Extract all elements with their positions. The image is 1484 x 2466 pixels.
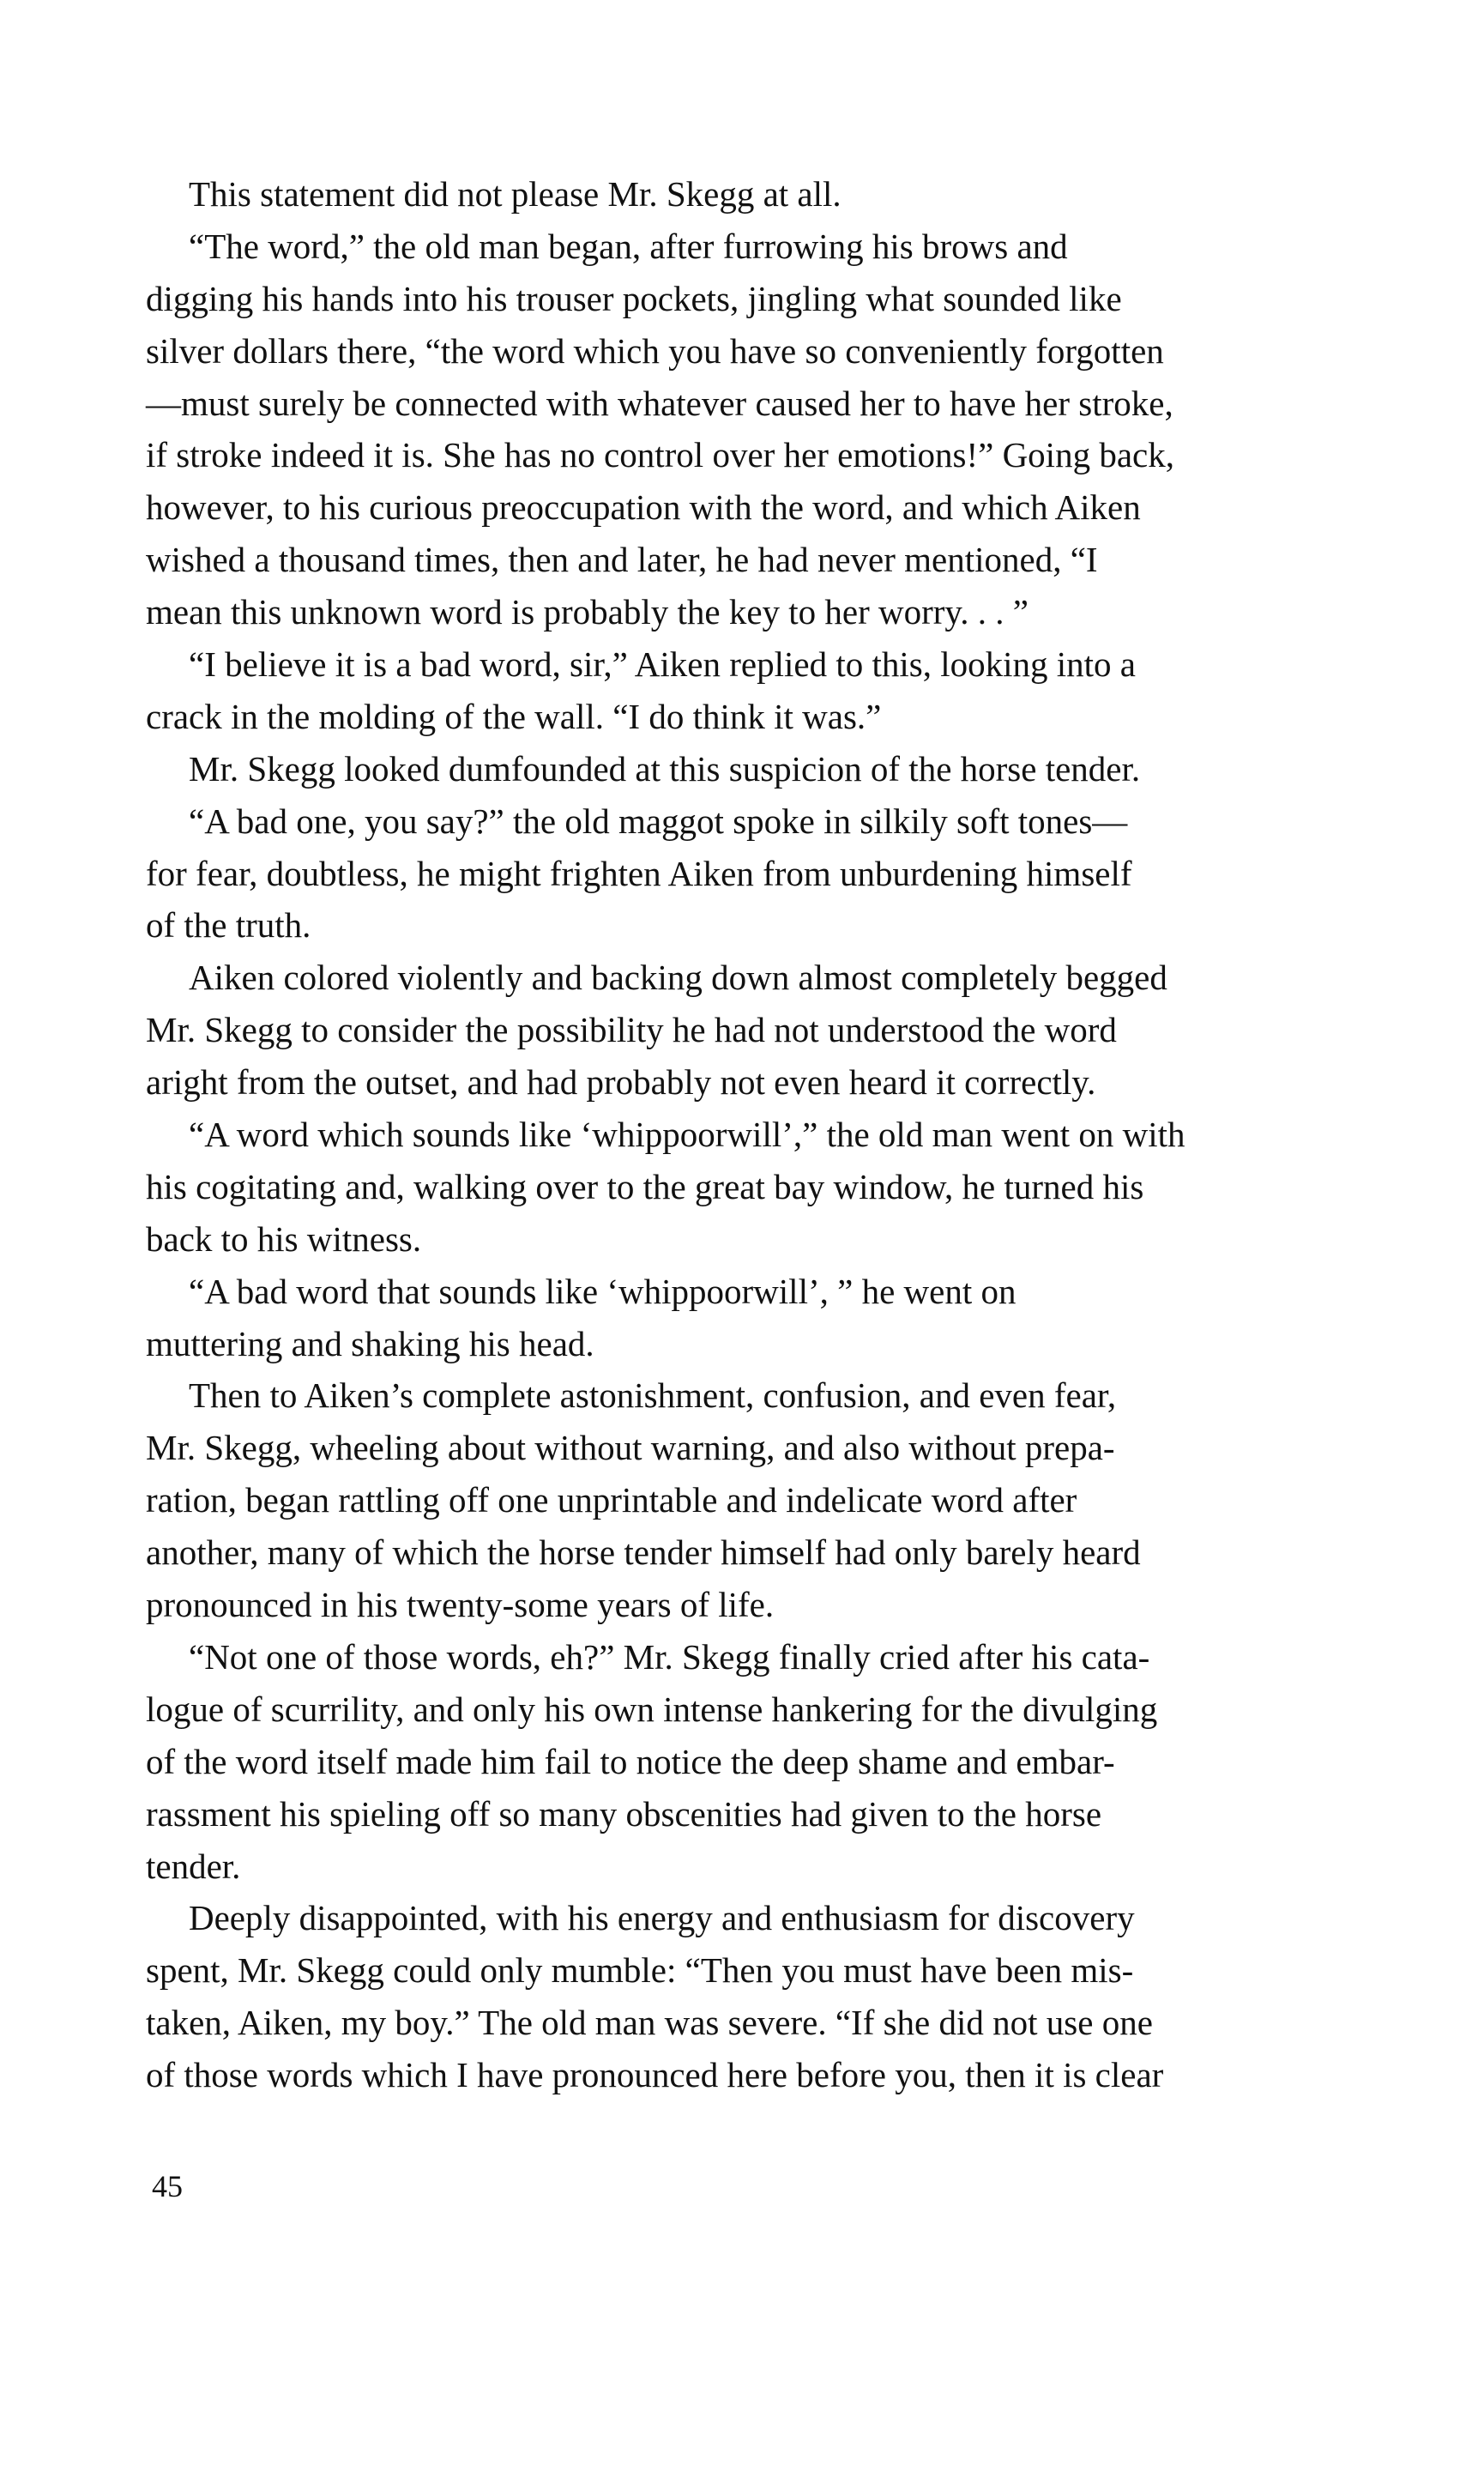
text-line: Aiken colored violently and backing down almost completely begged — [189, 958, 1167, 998]
text-line: his cogitating and, walking over to the great bay window, he turned his — [146, 1166, 1144, 1206]
text-line: “A word which sounds like ‘whippoorwill’,” the old man went on with — [189, 1115, 1185, 1155]
text-line: taken, Aiken, my boy.” The old man was severe. “If she did not use one — [146, 2003, 1153, 2043]
text-line: “I believe it is a bad word, sir,” Aiken replied to this, looking into a — [189, 644, 1136, 685]
text-line: tender. — [146, 1846, 241, 1886]
text-line: digging his hands into his trouser pockets, jingling what sounded like — [146, 278, 1122, 318]
text-line: Mr. Skegg to consider the possibility he had not understood the word — [146, 1010, 1117, 1050]
text-line: of the word itself made him fail to notice the deep shame and embar- — [146, 1741, 1115, 1781]
text-line: silver dollars there, “the word which you have so conveniently forgotten — [146, 330, 1164, 371]
text-line: Deeply disappointed, with his energy and enthusiasm for discovery — [189, 1898, 1135, 1938]
text-line: for fear, doubtless, he might frighten Aiken from unburdening himself — [146, 853, 1132, 893]
body-text — [146, 168, 1333, 2101]
text-line: however, to his curious preoccupation with the word, and which Aiken — [146, 487, 1141, 528]
text-line: “Not one of those words, eh?” Mr. Skegg finally cried after his cata- — [189, 1636, 1150, 1677]
text-line: “A bad word that sounds like ‘whippoorwill’, ” he went on — [189, 1271, 1016, 1311]
text-line: “The word,” the old man began, after furrowing his brows and — [189, 226, 1068, 266]
page-number: 45 — [152, 2169, 183, 2203]
text-line: Then to Aiken’s complete astonishment, confusion, and even fear, — [189, 1375, 1117, 1416]
text-line: aright from the outset, and had probably not even heard it correctly. — [146, 1062, 1096, 1103]
text-line: This statement did not please Mr. Skegg at all. — [189, 174, 842, 214]
text-line: of the truth. — [146, 905, 311, 946]
text-line: muttering and shaking his head. — [146, 1323, 594, 1363]
text-line: of those words which I have pronounced here before you, then it is clear — [146, 2055, 1164, 2095]
text-line: —must surely be connected with whatever caused her to have her stroke, — [146, 383, 1173, 423]
text-line: Mr. Skegg, wheeling about without warning, and also without prepa- — [146, 1428, 1115, 1468]
text-line: Mr. Skegg looked dumfounded at this suspicion of the horse tender. — [189, 748, 1141, 789]
text-line: back to his witness. — [146, 1218, 422, 1259]
text-line: another, many of which the horse tender himself had only barely heard — [146, 1532, 1141, 1573]
text-line: spent, Mr. Skegg could only mumble: “Then you must have been mis- — [146, 1950, 1134, 1991]
text-line: “A bad one, you say?” the old maggot spoke in silkily soft tones— — [189, 801, 1128, 841]
text-line: logue of scurrility, and only his own intense hankering for the divulging — [146, 1689, 1158, 1729]
text-line: rassment his spieling off so many obscenities had given to the horse — [146, 1793, 1102, 1834]
text-line: crack in the molding of the wall. “I do think it was.” — [146, 696, 882, 736]
text-line: pronounced in his twenty-some years of life. — [146, 1585, 775, 1625]
text-line: wished a thousand times, then and later, he had never mentioned, “I — [146, 540, 1098, 580]
text-line: ration, began rattling off one unprintable and indelicate word after — [146, 1480, 1077, 1520]
text-line: mean this unknown word is probably the key to her worry. . . ” — [146, 592, 1029, 632]
text-line: if stroke indeed it is. She has no control over her emotions!” Going back, — [146, 435, 1174, 475]
